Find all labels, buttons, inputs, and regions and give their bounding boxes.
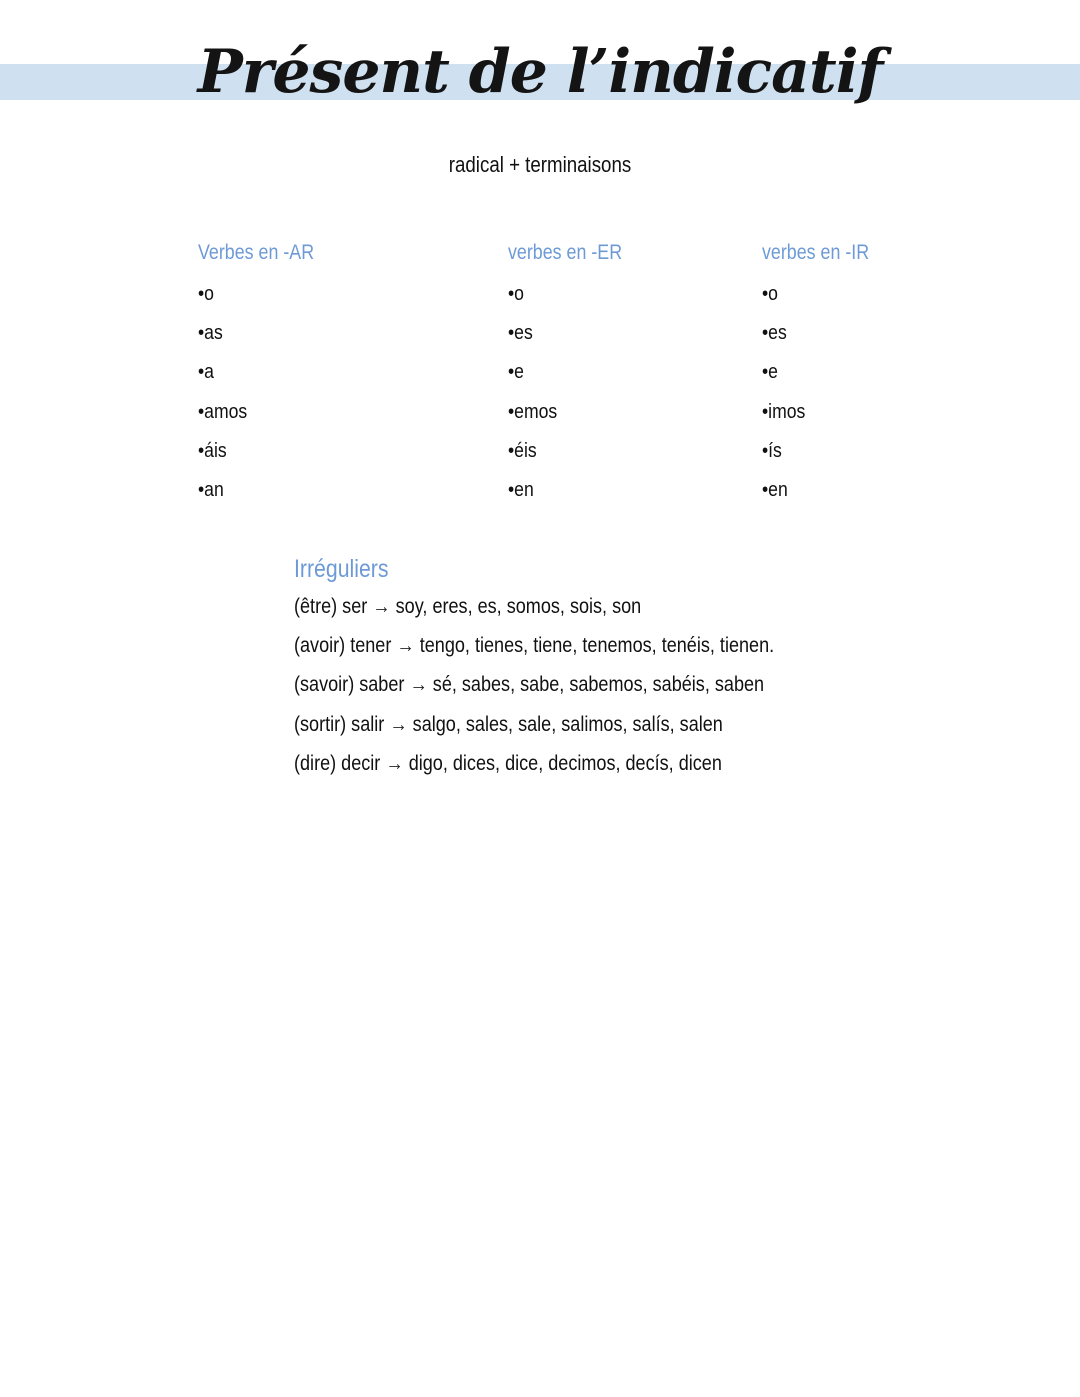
ending-item: •o [198, 283, 214, 305]
irregular-forms: salgo, sales, sale, salimos, salís, salen [412, 712, 723, 736]
ending-item: •o [762, 283, 778, 305]
irregular-verb-line [294, 670, 774, 709]
right-arrow-icon: → [372, 595, 391, 618]
irregular-verb: (avoir) tener [294, 634, 392, 658]
right-arrow-icon: → [385, 751, 404, 775]
ending-item: •e [508, 361, 524, 384]
ending-item: •imos [762, 400, 806, 423]
irregular-verb-line [294, 749, 774, 788]
column-er [508, 238, 642, 515]
column-heading-er: verbes en -ER [508, 241, 623, 264]
ending-item: •amos [198, 400, 248, 423]
ending-item: •o [508, 283, 524, 305]
subtitle: radical + terminaisons [448, 152, 632, 177]
endings-list-er [508, 280, 642, 515]
irregular-verb: (dire) decir [294, 751, 381, 775]
ending-item: •en [508, 478, 534, 501]
ending-item: •áis [198, 439, 227, 462]
right-arrow-icon: → [396, 634, 415, 658]
ending-item: •emos [508, 400, 558, 423]
irregular-forms: sé, sabes, sabe, sabemos, sabéis, saben [432, 673, 765, 697]
column-ar [198, 238, 335, 515]
page-title: Présent de l’indicatif [197, 37, 883, 107]
right-arrow-icon: → [389, 712, 408, 736]
ending-item: •es [508, 322, 533, 345]
right-arrow-icon: → [409, 673, 428, 697]
ending-item: •e [762, 361, 778, 384]
irregulars-heading: Irréguliers [294, 555, 389, 583]
ending-item: •éis [508, 439, 537, 462]
irregular-verb: (être) ser [294, 595, 368, 618]
irregular-forms: digo, dices, dice, decimos, decís, dicen [408, 751, 722, 775]
column-heading-ir: verbes en -IR [762, 241, 870, 264]
irregulars-list [294, 592, 852, 788]
irregular-verb-line [294, 710, 774, 749]
irregular-forms: soy, eres, es, somos, sois, son [395, 595, 642, 618]
irregular-verb-line [294, 631, 774, 670]
irregular-forms: tengo, tienes, tiene, tenemos, tenéis, tienen. [419, 634, 775, 658]
ending-item: •as [198, 322, 223, 345]
ending-item: •es [762, 322, 787, 345]
column-heading-ar: Verbes en -AR [198, 241, 315, 264]
endings-list-ar [198, 280, 335, 515]
column-ir [762, 238, 888, 515]
ending-item: •ís [762, 439, 782, 462]
irregular-verb-line [294, 592, 774, 631]
irregular-verb: (savoir) saber [294, 673, 405, 697]
irregulars-section [294, 552, 852, 788]
ending-item: •an [198, 478, 224, 501]
ending-item: •en [762, 478, 788, 501]
ending-item: •a [198, 361, 214, 384]
endings-list-ir [762, 280, 888, 515]
irregular-verb: (sortir) salir [294, 712, 385, 736]
